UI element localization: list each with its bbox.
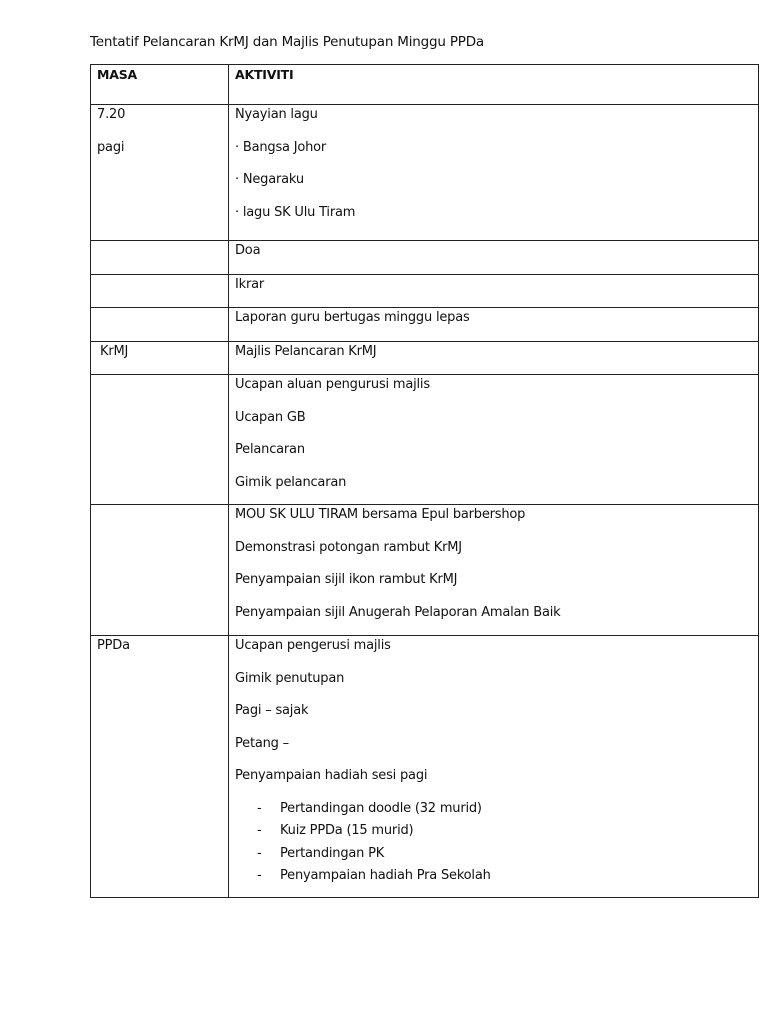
activity-line: Ikrar	[235, 277, 265, 292]
table-row	[91, 505, 759, 636]
masa-text: PPDa	[97, 638, 130, 653]
activity-line: MOU SK ULU TIRAM bersama Epul barbershop	[235, 507, 526, 522]
table-row	[91, 308, 759, 342]
masa-cell	[91, 505, 229, 636]
aktiviti-cell	[229, 505, 759, 636]
table-row	[91, 636, 759, 898]
activity-line: · Bangsa Johor	[235, 139, 327, 155]
masa-cell	[91, 308, 229, 342]
masa-cell	[91, 275, 229, 308]
table-row	[91, 375, 759, 505]
aktiviti-cell	[229, 105, 759, 241]
list-item	[235, 822, 752, 840]
table-header-row	[91, 65, 759, 105]
activity-line: Gimik pelancaran	[235, 474, 347, 490]
activity-line: Demonstrasi potongan rambut KrMJ	[235, 539, 462, 555]
table-row	[91, 241, 759, 275]
activity-line: Ucapan pengerusi majlis	[235, 638, 391, 653]
aktiviti-cell	[229, 636, 759, 898]
masa-text: KrMJ	[100, 344, 129, 359]
document-title: Tentatif Pelancaran KrMJ dan Majlis Penutupan Minggu PPDa	[90, 34, 484, 50]
prize-sublist	[235, 800, 752, 886]
dash-bullet: -	[257, 823, 262, 838]
list-item	[235, 867, 752, 885]
table-row	[91, 275, 759, 308]
activity-line: Pelancaran	[235, 442, 305, 457]
list-item-text: Pertandingan doodle (32 murid)	[280, 800, 482, 816]
aktiviti-cell	[229, 275, 759, 308]
list-item	[235, 800, 752, 818]
activity-line: Majlis Pelancaran KrMJ	[235, 344, 377, 359]
activity-line: Penyampaian sijil ikon rambut KrMJ	[235, 572, 458, 587]
activity-line: Ucapan aluan pengurusi majlis	[235, 377, 430, 392]
masa-cell	[91, 636, 229, 898]
schedule-table	[90, 64, 759, 898]
masa-cell	[91, 375, 229, 505]
masa-cell	[91, 342, 229, 375]
table-row	[91, 342, 759, 375]
dash-bullet: -	[257, 800, 262, 816]
activity-line: Penyampaian sijil Anugerah Pelaporan Amalan Baik	[235, 604, 561, 620]
aktiviti-cell	[229, 308, 759, 342]
list-item-text: Kuiz PPDa (15 murid)	[280, 823, 414, 838]
activity-line: Penyampaian hadiah sesi pagi	[235, 768, 428, 783]
activity-line: Laporan guru bertugas minggu lepas	[235, 310, 470, 325]
list-item-text: Penyampaian hadiah Pra Sekolah	[280, 868, 491, 883]
activity-line: Nyayian lagu	[235, 107, 318, 122]
list-item	[235, 845, 752, 863]
activity-line: · lagu SK Ulu Tiram	[235, 204, 356, 220]
activity-line: Pagi – sajak	[235, 703, 309, 718]
activity-line: · Negaraku	[235, 172, 304, 187]
list-item-text: Pertandingan PK	[280, 845, 385, 861]
activity-line: Ucapan GB	[235, 409, 306, 425]
aktiviti-cell	[229, 375, 759, 505]
column-header-aktiviti: AKTIVITI	[229, 65, 759, 105]
activity-line: Gimik penutupan	[235, 670, 345, 686]
masa-cell	[91, 241, 229, 275]
table-row	[91, 105, 759, 241]
aktiviti-cell	[229, 342, 759, 375]
activity-line: Petang –	[235, 735, 289, 751]
masa-text: pagi	[97, 139, 125, 155]
aktiviti-cell	[229, 241, 759, 275]
masa-cell	[91, 105, 229, 241]
dash-bullet: -	[257, 868, 262, 883]
masa-text: 7.20	[97, 107, 126, 122]
column-header-masa: MASA	[91, 65, 229, 105]
activity-line: Doa	[235, 243, 261, 258]
dash-bullet: -	[257, 845, 262, 861]
